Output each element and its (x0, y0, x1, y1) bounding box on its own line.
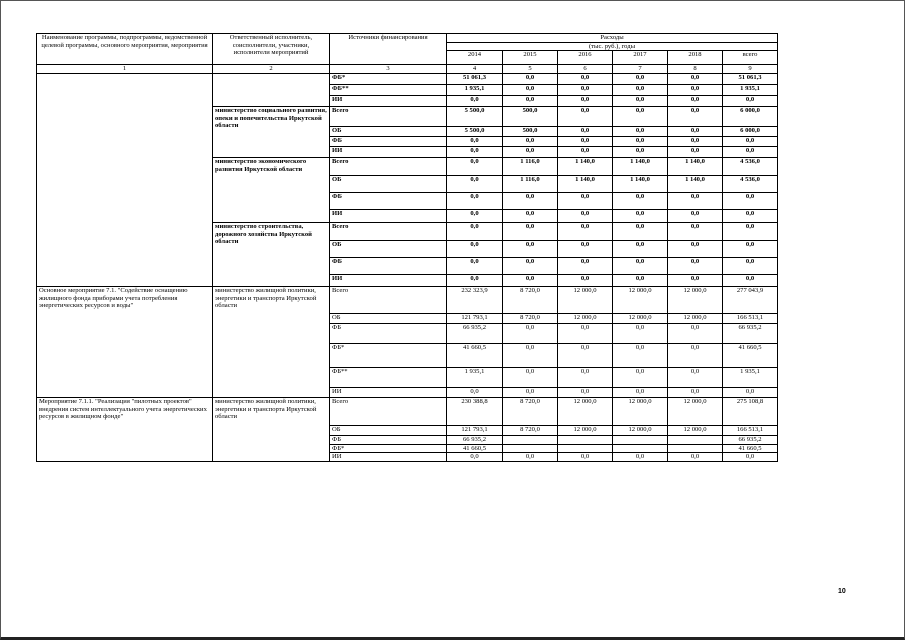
year-value-cell: 0,0 (558, 147, 613, 158)
total-value-cell: 0,0 (723, 241, 778, 258)
year-value-cell: 0,0 (503, 193, 558, 210)
year-value-cell: 12 000,0 (668, 287, 723, 314)
budget-table (36, 33, 778, 462)
total-value-cell: 0,0 (723, 96, 778, 107)
year-value-cell: 12 000,0 (613, 426, 668, 436)
year-value-cell: 0,0 (613, 107, 668, 127)
total-value-cell: 66 935,2 (723, 436, 778, 445)
funding-source-cell: ФБ (330, 193, 447, 210)
funding-source-cell: ФБ (330, 436, 447, 445)
year-value-cell: 0,0 (447, 96, 503, 107)
funding-source-cell: ИИ (330, 96, 447, 107)
year-value-cell: 1 935,1 (447, 368, 503, 388)
total-value-cell: 6 000,0 (723, 127, 778, 137)
year-value-cell: 0,0 (447, 241, 503, 258)
year-value-cell: 8 720,0 (503, 398, 558, 426)
year-value-cell: 232 323,9 (447, 287, 503, 314)
year-value-cell: 500,0 (503, 127, 558, 137)
executor-cell-blank (213, 74, 330, 107)
executor-cell: министерство строительства, дорожного хозяйства Иркутской области (213, 223, 330, 287)
total-value-cell: 166 513,1 (723, 314, 778, 324)
year-value-cell: 1 935,1 (447, 85, 503, 96)
program-name-cell: Основное мероприятие 7.1. "Содействие оснащению жилищного фонда приборами учета потребления энергетических ресурсов и воды" (37, 287, 213, 398)
funding-source-cell: ФБ** (330, 85, 447, 96)
header-source: Источники финансирования (330, 34, 447, 65)
year-value-cell: 0,0 (613, 344, 668, 368)
program-name-cell-blank (37, 74, 213, 287)
year-value-cell: 1 140,0 (613, 176, 668, 193)
funding-source-cell: ФБ (330, 137, 447, 147)
header-year-total: всего (723, 51, 778, 65)
year-value-cell: 0,0 (668, 96, 723, 107)
funding-source-cell: ОБ (330, 426, 447, 436)
year-value-cell: 0,0 (613, 368, 668, 388)
table-row (37, 74, 778, 85)
year-value-cell: 0,0 (503, 85, 558, 96)
year-value-cell: 0,0 (447, 193, 503, 210)
total-value-cell: 6 000,0 (723, 107, 778, 127)
column-number: 4 (447, 65, 503, 74)
year-value-cell: 0,0 (668, 453, 723, 462)
year-value-cell: 0,0 (668, 127, 723, 137)
year-value-cell: 1 140,0 (558, 176, 613, 193)
year-value-cell: 0,0 (503, 388, 558, 398)
year-value-cell: 0,0 (668, 344, 723, 368)
funding-source-cell: ФБ (330, 324, 447, 344)
year-value-cell: 0,0 (558, 344, 613, 368)
header-units: (тыс. руб.), годы (447, 42, 778, 51)
year-value-cell: 5 500,0 (447, 107, 503, 127)
executor-cell: министерство экономического развития Иркутской области (213, 158, 330, 223)
year-value-cell: 0,0 (613, 74, 668, 85)
header-executor: Ответственный исполнитель, соисполнители, участники, исполнители мероприятий (213, 34, 330, 65)
year-value-cell: 0,0 (503, 258, 558, 275)
total-value-cell: 0,0 (723, 258, 778, 275)
year-value-cell: 0,0 (613, 453, 668, 462)
year-value-cell: 0,0 (558, 258, 613, 275)
year-value-cell: 0,0 (558, 137, 613, 147)
year-value-cell: 0,0 (668, 388, 723, 398)
year-value-cell: 0,0 (503, 368, 558, 388)
column-number: 3 (330, 65, 447, 74)
year-value-cell: 8 720,0 (503, 426, 558, 436)
total-value-cell: 66 935,2 (723, 324, 778, 344)
executor-cell: министерство жилищной политики, энергетики и транспорта Иркутской области (213, 398, 330, 462)
year-value-cell: 0,0 (447, 275, 503, 287)
year-value-cell: 1 116,0 (503, 158, 558, 176)
header-year: 2014 (447, 51, 503, 65)
total-value-cell: 0,0 (723, 388, 778, 398)
year-value-cell: 0,0 (503, 344, 558, 368)
year-value-cell: 0,0 (558, 193, 613, 210)
total-value-cell: 0,0 (723, 210, 778, 223)
year-value-cell: 0,0 (558, 275, 613, 287)
total-value-cell: 0,0 (723, 147, 778, 158)
total-value-cell: 0,0 (723, 275, 778, 287)
year-value-cell (668, 436, 723, 445)
page-number: 10 (838, 588, 846, 595)
year-value-cell: 0,0 (503, 96, 558, 107)
funding-source-cell: ФБ* (330, 344, 447, 368)
year-value-cell (613, 444, 668, 453)
year-value-cell: 12 000,0 (558, 426, 613, 436)
year-value-cell: 0,0 (558, 388, 613, 398)
header-year: 2015 (503, 51, 558, 65)
year-value-cell: 0,0 (447, 453, 503, 462)
year-value-cell (613, 436, 668, 445)
executor-cell: министерство социального развития, опеки и попечительства Иркутской области (213, 107, 330, 158)
year-value-cell: 0,0 (558, 368, 613, 388)
year-value-cell: 8 720,0 (503, 287, 558, 314)
year-value-cell: 0,0 (503, 223, 558, 241)
year-value-cell: 121 793,1 (447, 426, 503, 436)
year-value-cell: 1 140,0 (613, 158, 668, 176)
table-row (37, 287, 778, 314)
funding-source-cell: ФБ* (330, 444, 447, 453)
funding-source-cell: ОБ (330, 314, 447, 324)
year-value-cell: 0,0 (447, 158, 503, 176)
column-number: 9 (723, 65, 778, 74)
year-value-cell (503, 436, 558, 445)
funding-source-cell: ИИ (330, 275, 447, 287)
year-value-cell: 12 000,0 (558, 287, 613, 314)
year-value-cell: 0,0 (447, 210, 503, 223)
funding-source-cell: Всего (330, 223, 447, 241)
year-value-cell: 0,0 (668, 210, 723, 223)
year-value-cell: 0,0 (558, 241, 613, 258)
funding-source-cell: ИИ (330, 388, 447, 398)
total-value-cell: 4 536,0 (723, 158, 778, 176)
year-value-cell: 0,0 (613, 324, 668, 344)
year-value-cell: 0,0 (613, 137, 668, 147)
year-value-cell: 0,0 (558, 107, 613, 127)
year-value-cell: 8 720,0 (503, 314, 558, 324)
year-value-cell: 0,0 (503, 453, 558, 462)
total-value-cell: 166 513,1 (723, 426, 778, 436)
funding-source-cell: ОБ (330, 176, 447, 193)
total-value-cell: 0,0 (723, 453, 778, 462)
column-number: 6 (558, 65, 613, 74)
total-value-cell: 1 935,1 (723, 368, 778, 388)
total-value-cell: 275 108,8 (723, 398, 778, 426)
year-value-cell: 0,0 (558, 74, 613, 85)
total-value-cell: 41 660,5 (723, 444, 778, 453)
total-value-cell: 0,0 (723, 223, 778, 241)
year-value-cell: 0,0 (613, 147, 668, 158)
year-value-cell: 5 500,0 (447, 127, 503, 137)
year-value-cell: 0,0 (613, 275, 668, 287)
year-value-cell: 0,0 (558, 85, 613, 96)
year-value-cell (558, 436, 613, 445)
column-number: 5 (503, 65, 558, 74)
total-value-cell: 41 660,5 (723, 344, 778, 368)
header-year: 2016 (558, 51, 613, 65)
year-value-cell: 0,0 (668, 258, 723, 275)
total-value-cell: 1 935,1 (723, 85, 778, 96)
year-value-cell: 0,0 (668, 368, 723, 388)
column-number: 2 (213, 65, 330, 74)
program-name-cell: Мероприятие 7.1.1. "Реализация "пилотных проектов" внедрения систем интеллектуального учета энергетических ресурсов в жилищном фонде" (37, 398, 213, 462)
year-value-cell: 12 000,0 (668, 398, 723, 426)
header-year: 2018 (668, 51, 723, 65)
year-value-cell: 0,0 (668, 241, 723, 258)
year-value-cell: 0,0 (613, 127, 668, 137)
year-value-cell: 0,0 (447, 176, 503, 193)
year-value-cell: 1 140,0 (668, 176, 723, 193)
year-value-cell: 0,0 (613, 96, 668, 107)
year-value-cell: 0,0 (558, 96, 613, 107)
year-value-cell: 0,0 (613, 223, 668, 241)
year-value-cell: 12 000,0 (613, 314, 668, 324)
funding-source-cell: Всего (330, 398, 447, 426)
year-value-cell: 0,0 (613, 388, 668, 398)
funding-source-cell: ИИ (330, 453, 447, 462)
executor-cell: министерство жилищной политики, энергетики и транспорта Иркутской области (213, 287, 330, 398)
year-value-cell: 51 061,3 (447, 74, 503, 85)
header-program: Наименование программы, подпрограммы, ведомственной целевой программы, основного мероприятия, мероприятия (37, 34, 213, 65)
year-value-cell: 500,0 (503, 107, 558, 127)
year-value-cell: 0,0 (503, 210, 558, 223)
funding-source-cell: ФБ** (330, 368, 447, 388)
year-value-cell (558, 444, 613, 453)
year-value-cell (668, 444, 723, 453)
header-year: 2017 (613, 51, 668, 65)
year-value-cell: 0,0 (668, 324, 723, 344)
year-value-cell: 0,0 (668, 137, 723, 147)
funding-source-cell: ОБ (330, 241, 447, 258)
year-value-cell: 0,0 (447, 137, 503, 147)
year-value-cell: 0,0 (503, 137, 558, 147)
year-value-cell: 12 000,0 (613, 398, 668, 426)
year-value-cell: 0,0 (668, 147, 723, 158)
year-value-cell: 0,0 (503, 74, 558, 85)
funding-source-cell: ИИ (330, 147, 447, 158)
year-value-cell: 230 388,8 (447, 398, 503, 426)
year-value-cell: 1 140,0 (558, 158, 613, 176)
year-value-cell: 0,0 (558, 127, 613, 137)
year-value-cell: 0,0 (503, 147, 558, 158)
year-value-cell: 0,0 (668, 85, 723, 96)
year-value-cell: 0,0 (613, 210, 668, 223)
funding-source-cell: Всего (330, 287, 447, 314)
year-value-cell: 0,0 (558, 324, 613, 344)
year-value-cell: 12 000,0 (668, 314, 723, 324)
total-value-cell: 51 061,3 (723, 74, 778, 85)
column-number: 1 (37, 65, 213, 74)
year-value-cell: 12 000,0 (668, 426, 723, 436)
year-value-cell: 0,0 (613, 241, 668, 258)
year-value-cell: 0,0 (447, 223, 503, 241)
year-value-cell: 0,0 (503, 241, 558, 258)
year-value-cell: 1 140,0 (668, 158, 723, 176)
year-value-cell: 0,0 (613, 258, 668, 275)
year-value-cell: 41 660,5 (447, 344, 503, 368)
year-value-cell: 1 116,0 (503, 176, 558, 193)
total-value-cell: 4 536,0 (723, 176, 778, 193)
funding-source-cell: ОБ (330, 127, 447, 137)
year-value-cell: 0,0 (613, 85, 668, 96)
year-value-cell: 0,0 (558, 210, 613, 223)
funding-source-cell: Всего (330, 107, 447, 127)
year-value-cell: 0,0 (447, 258, 503, 275)
year-value-cell: 66 935,2 (447, 436, 503, 445)
year-value-cell: 121 793,1 (447, 314, 503, 324)
year-value-cell: 0,0 (447, 147, 503, 158)
year-value-cell: 0,0 (503, 324, 558, 344)
year-value-cell: 41 660,5 (447, 444, 503, 453)
table-row (37, 398, 778, 426)
year-value-cell: 0,0 (447, 388, 503, 398)
year-value-cell: 66 935,2 (447, 324, 503, 344)
year-value-cell: 0,0 (668, 107, 723, 127)
column-number: 7 (613, 65, 668, 74)
total-value-cell: 0,0 (723, 137, 778, 147)
total-value-cell: 277 043,9 (723, 287, 778, 314)
year-value-cell: 0,0 (668, 223, 723, 241)
column-number: 8 (668, 65, 723, 74)
funding-source-cell: ФБ (330, 258, 447, 275)
year-value-cell (503, 444, 558, 453)
year-value-cell: 12 000,0 (558, 314, 613, 324)
header-expenses: Расходы (447, 34, 778, 43)
funding-source-cell: Всего (330, 158, 447, 176)
funding-source-cell: ИИ (330, 210, 447, 223)
total-value-cell: 0,0 (723, 193, 778, 210)
year-value-cell: 12 000,0 (613, 287, 668, 314)
year-value-cell: 0,0 (558, 223, 613, 241)
year-value-cell: 0,0 (668, 74, 723, 85)
year-value-cell: 0,0 (668, 193, 723, 210)
year-value-cell: 12 000,0 (558, 398, 613, 426)
year-value-cell: 0,0 (503, 275, 558, 287)
year-value-cell: 0,0 (558, 453, 613, 462)
year-value-cell: 0,0 (668, 275, 723, 287)
year-value-cell: 0,0 (613, 193, 668, 210)
funding-source-cell: ФБ* (330, 74, 447, 85)
